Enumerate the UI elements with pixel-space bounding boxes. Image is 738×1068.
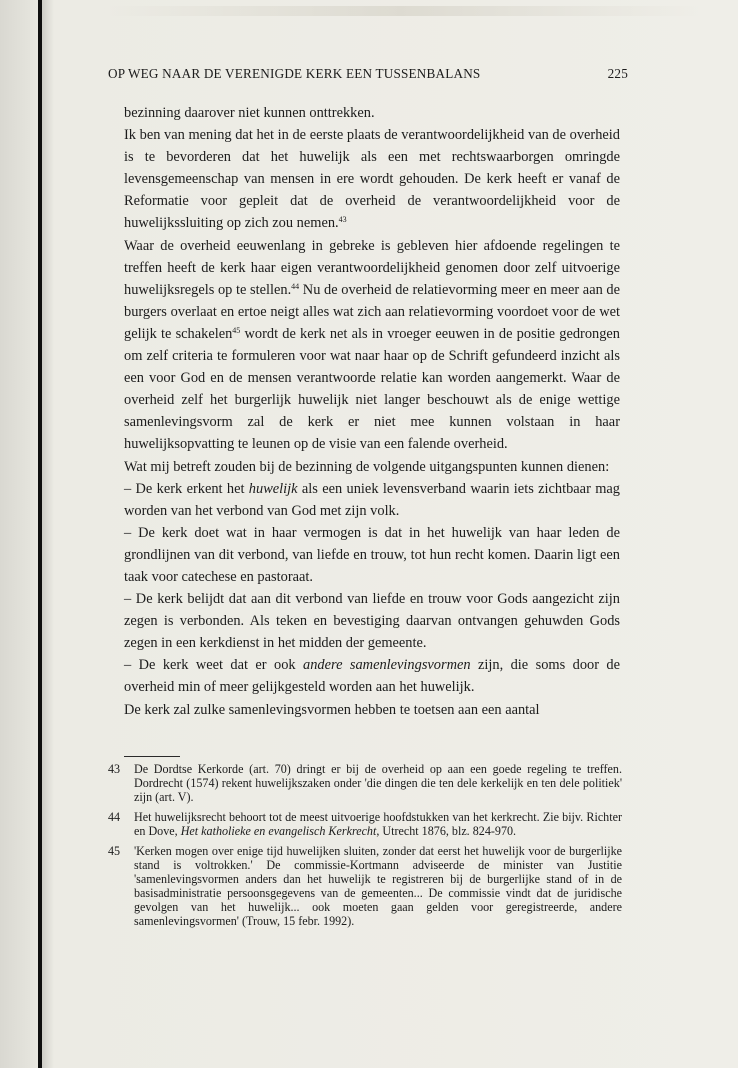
footnote-number: 43: [108, 762, 121, 776]
page-number: 225: [607, 66, 628, 81]
footnote-number: 44: [108, 810, 121, 824]
running-title: OP WEG NAAR DE VERENIGDE KERK EEN TUSSENBALANS: [108, 66, 481, 81]
footnotes: [108, 762, 622, 934]
footnote-number: 45: [108, 844, 121, 858]
footnote-ref[interactable]: 45: [232, 325, 241, 335]
book-title: Het katholieke en evangelisch Kerkrecht: [180, 824, 377, 838]
footnote-text: 'Kerken mogen over enige tijd huwelijken sluiten, zonder dat eerst het huwelijk voor de burgerlijke stand is voltrokken.' De commissie-Kortmann adviseerde de minister van Justitie 'samenlevingsvormen anders dan het huwelijk te registreren bij de burgerlijke stand of in de basisadministratie persoonsgegevens van de gemeenten... De commissie vindt dat de juridische gevolgen van het huwelijk... ook moeten gaan gelden voor geregistreerde, andere samenlevingsvormen' (Trouw, 15 febr. 1992).: [134, 844, 622, 928]
emphasis: huwelijk: [248, 480, 298, 497]
show-through-text: [100, 6, 700, 16]
paragraph: Wat mij betreft zouden bij de bezinning de volgende uitgangspunten kunnen dienen:: [124, 458, 610, 475]
paragraph: Ik ben van mening dat het in de eerste plaats de verantwoordelijkheid van de overheid is te bevorderen dat het huwelijk als een met rechtswaarborgen omringde levensgemeenschap van mensen in ere wordt gehouden. De kerk heeft er vanaf de Reformatie voor gepleit dat de overheid de verantwoordelijkheid voor de huwelijkssluiting op zich zou nemen.$^{43}$: [124, 127, 620, 232]
footnote-text: De Dordtse Kerkorde (art. 70) dringt er bij de overheid op aan een goede regeling te treffen. Dordrecht (1574) rekent huwelijkszaken onder 'die dingen die ten dele kerkelijk en ten dele politiek' zijn (art. V).: [134, 762, 622, 804]
body-text: [124, 102, 620, 721]
footnote-ref[interactable]: 44: [291, 281, 300, 291]
footnote: [108, 810, 622, 838]
footnote-ref[interactable]: 43: [338, 215, 347, 225]
list-item: – De kerk doet wat in haar vermogen is dat in het huwelijk van haar leden de grondlijnen van dit verbond, van liefde en trouw, tot hun recht komen. Daarin ligt een taak voor catechese en pastoraat.: [124, 524, 620, 585]
list-item: – De kerk weet dat er ook andere samenlevingsvormen zijn, die soms door de overheid min of meer gelijkgesteld worden aan het huwelijk.: [124, 657, 621, 696]
footnote-rule: [124, 756, 180, 757]
footnote: [108, 844, 622, 928]
footnote: [108, 762, 622, 804]
list-item: – De kerk erkent het huwelijk als een uniek levensverband waarin iets zichtbaar mag worden van het verbond van God met zijn volk.: [124, 480, 620, 519]
list-item: – De kerk belijdt dat aan dit verbond van liefde en trouw voor Gods aangezicht zijn zegen is verbonden. Als teken en bevestiging daarvan ontvangen gehuwden Gods zegen in een kerkdienst in het midden der gemeente.: [124, 591, 620, 652]
paragraph: Waar de overheid eeuwenlang in gebreke is gebleven hier afdoende regelingen te treffen heeft de kerk haar eigen verantwoordelijkheid genomen door zelf uitvoerige huwelijksregels op te stellen.$^{44}$ Nu de overheid de relatievorming meer en meer aan de burgers overlaat en ertoe neigt alles wat zich aan relatievorming voordoet voor de wet gelijk te schakelen$^{45}$ wordt de kerk net als in vroeger eeuwen in de positie gedrongen om zelf criteria te formuleren voor wat naar haar op de Schrift gefundeerd inzicht als een voor God en de mensen verantwoorde relatie kan worden aangemerkt. Waar de overheid zelf het burgerlijk huwelijk niet langer beschouwt als de enige wettige samenlevingsvorm zal de kerk er niet mee kunnen volstaan in haar huwelijksopvatting te leunen op de visie van een falende overheid.: [124, 237, 620, 453]
emphasis: andere samenlevingsvormen: [303, 657, 471, 674]
paragraph: De kerk zal zulke samenlevingsvormen hebben te toetsen aan een aantal: [124, 701, 540, 718]
running-header: [108, 66, 628, 84]
spine-shadow: [42, 0, 54, 1068]
footnote-text: Het huwelijksrecht behoort tot de meest uitvoerige hoofdstukken van het kerkrecht. Zie bijv. Richter en Dove, Het katholieke en evangelisch Kerkrecht, Utrecht 1876, blz. 824-970.: [134, 810, 622, 838]
paragraph: bezinning daarover niet kunnen onttrekken.: [124, 105, 375, 121]
